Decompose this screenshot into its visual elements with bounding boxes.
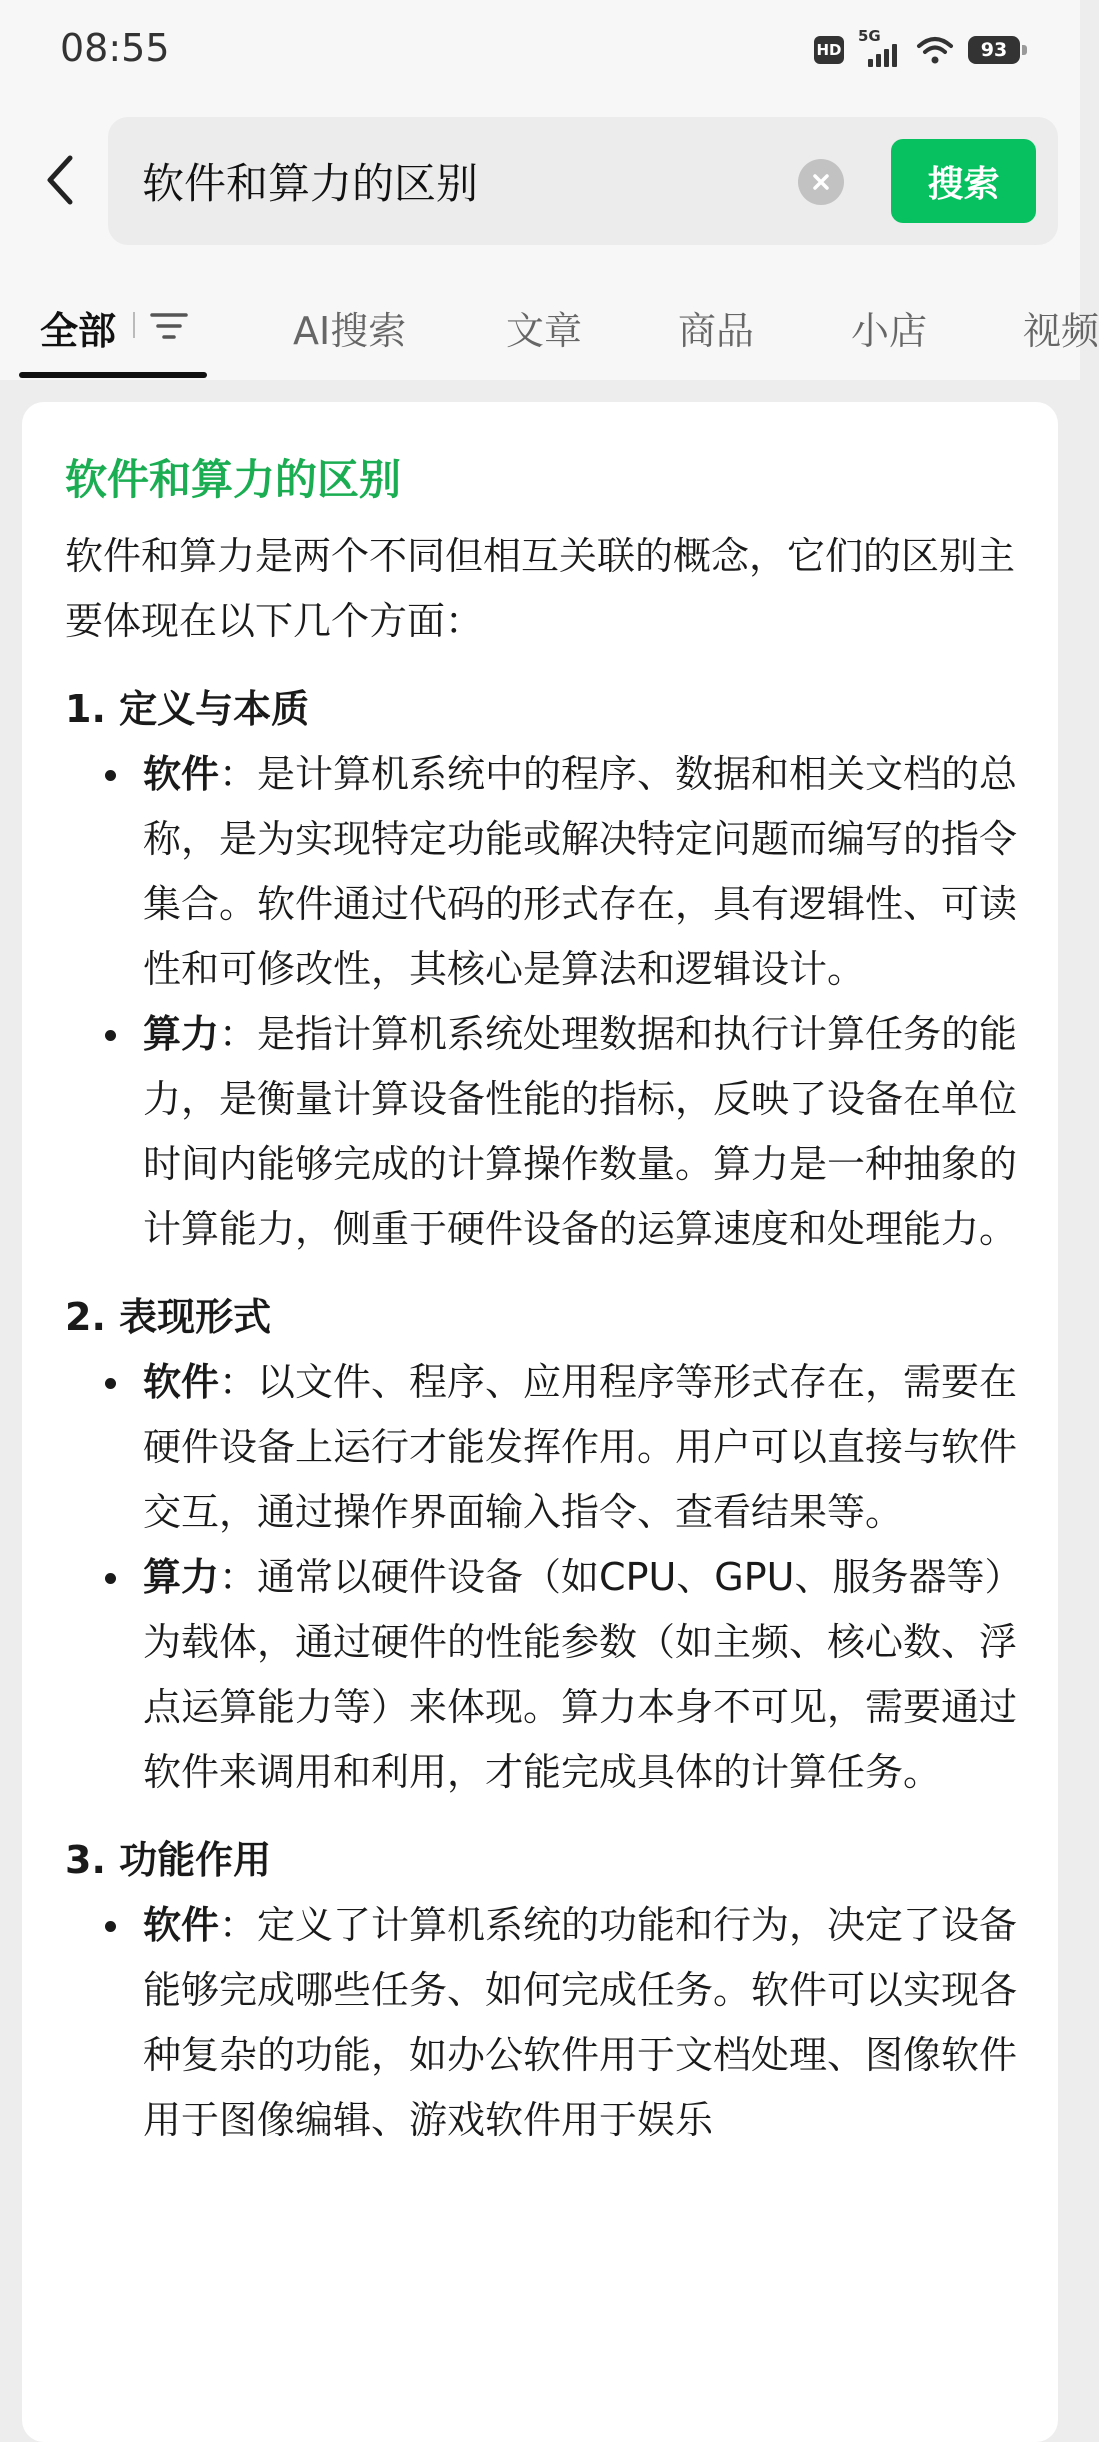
- battery-icon: [968, 36, 1020, 64]
- answer-card: [22, 402, 1058, 2442]
- item-text: 通常以硬件设备（如CPU、GPU、服务器等）为载体，通过硬件的性能参数（如主频、核心数、浮点运算能力等）来体现。算力本身不可见，需要通过软件来调用和利用，才能完成具体的计算任务。: [143, 1555, 1023, 1794]
- term-separator: ：: [219, 1555, 258, 1599]
- term-label: 软件: [143, 752, 220, 796]
- term-separator: ：: [219, 1903, 258, 1947]
- search-query[interactable]: 软件和算力的区别: [142, 159, 479, 208]
- term-separator: ：: [219, 752, 258, 796]
- status-icons: [814, 27, 1020, 70]
- close-icon: [810, 171, 832, 193]
- search-input[interactable]: [108, 117, 1058, 245]
- item-text: 以文件、程序、应用程序等形式存在，需要在硬件设备上运行才能发挥作用。用户可以直接与软件交互，通过操作界面输入指令、查看结果等。: [143, 1360, 1018, 1534]
- section-function: [65, 1827, 1025, 2153]
- tab-ai-search[interactable]: AI搜索: [293, 309, 407, 353]
- term-label: 算力: [143, 1012, 220, 1056]
- tab-articles[interactable]: 文章: [506, 309, 583, 353]
- tab-videos[interactable]: 视频: [1023, 309, 1099, 353]
- section-form: [65, 1284, 1025, 1805]
- section-definition: [65, 676, 1025, 1262]
- answer-title: 软件和算力的区别: [65, 455, 402, 504]
- status-time: 08:55: [60, 26, 170, 70]
- battery-level: 93: [980, 39, 1008, 61]
- answer-intro: 软件和算力是两个不同但相互关联的概念，它们的区别主要体现在以下几个方面：: [65, 534, 1016, 643]
- term-label: 软件: [143, 1360, 220, 1404]
- tab-all[interactable]: 全部: [40, 309, 117, 353]
- list-item: [65, 1002, 1025, 1262]
- wifi-icon: [916, 35, 954, 65]
- status-bar: [0, 0, 1080, 100]
- term-separator: ：: [219, 1360, 258, 1404]
- tab-divider: [133, 312, 135, 338]
- term-label: 算力: [143, 1555, 220, 1599]
- filter-button[interactable]: [148, 306, 190, 346]
- list-item: [65, 1350, 1025, 1545]
- cellular-signal-icon: [858, 27, 902, 67]
- section-heading: 1. 定义与本质: [65, 687, 310, 731]
- list-item: [65, 1893, 1025, 2153]
- chevron-left-icon: [42, 154, 78, 206]
- section-heading: 3. 功能作用: [65, 1838, 272, 1882]
- network-type: 5G: [858, 27, 881, 45]
- tab-shops[interactable]: 小店: [851, 309, 928, 353]
- back-button[interactable]: [30, 150, 90, 210]
- tab-products[interactable]: 商品: [678, 309, 755, 353]
- item-text: 是计算机系统中的程序、数据和相关文档的总称，是为实现特定功能或解决特定问题而编写的指令集合。软件通过代码的形式存在，具有逻辑性、可读性和可修改性，其核心是算法和逻辑设计。: [143, 752, 1018, 991]
- active-tab-indicator: [19, 372, 207, 378]
- tab-bar: [0, 280, 1099, 380]
- list-item: [65, 742, 1025, 1002]
- filter-icon: [148, 306, 190, 346]
- list-item: [65, 1545, 1025, 1805]
- term-separator: ：: [219, 1012, 258, 1056]
- hd-icon: HD: [814, 36, 844, 64]
- item-text: 是指计算机系统处理数据和执行计算任务的能力，是衡量计算设备性能的指标，反映了设备在单位时间内能够完成的计算操作数量。算力是一种抽象的计算能力，侧重于硬件设备的运算速度和处理能力。: [143, 1012, 1018, 1251]
- clear-search-button[interactable]: [798, 159, 844, 205]
- search-button[interactable]: 搜索: [891, 139, 1036, 223]
- item-text: 定义了计算机系统的功能和行为，决定了设备能够完成哪些任务、如何完成任务。软件可以实现各种复杂的功能，如办公软件用于文档处理、图像软件用于图像编辑、游戏软件用于娱乐: [143, 1903, 1018, 2142]
- term-label: 软件: [143, 1903, 220, 1947]
- section-heading: 2. 表现形式: [65, 1295, 272, 1339]
